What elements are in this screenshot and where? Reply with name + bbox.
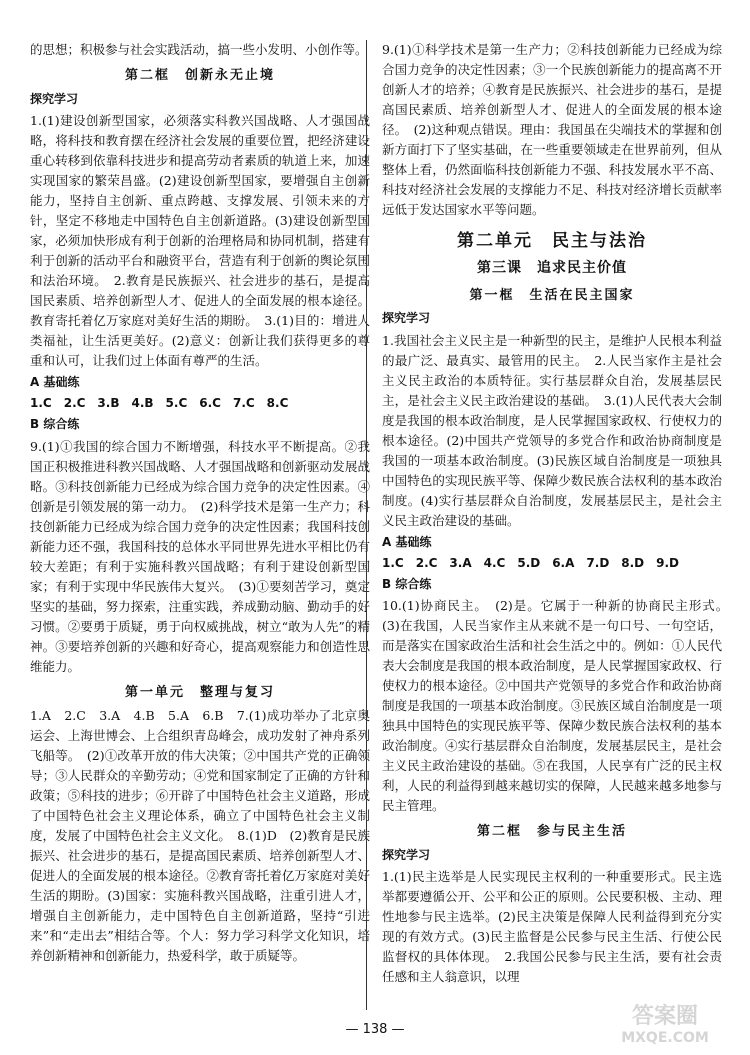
left-intro: 的思想；积极参与社会实践活动，搞一些小发明、小创作等。: [30, 42, 368, 57]
right-column: [382, 40, 735, 987]
b-practice-heading-right: B 综合练: [382, 576, 432, 591]
tanjiu-text: 1.(1)建设创新型国家，必须落实科教兴国战略、人才强国战略，将科技和教育摆在经济社会发展的重要位置，把经济建设重心转移到依靠科技进步和提高劳动者素质的轨道上来，加速实现国家的繁荣昌盛。(2)建设创新型国家，要增强自主创新能力，坚持自主创新、重点跨越、支撑发展、引领未来的方针，坚定不移地走中国特色自主创新道路。(3)建设创新型国家，必须加快形成有利于创新的治理格局和协同机制，搭建有利于创新的活动平台和融资平台，营造有利于创新的舆论氛围和法治环境。 2.教育是民族振兴、社会进步的基石，是提高国民素质、培养创新型人才、促进人的全面发展的根本途径。教育寄托着亿万家庭对美好生活的期盼。 3.(1)目的：增进人类福祉，让生活更美好。(2)意义：创新让我们获得更多的尊重和认可，让我们过上体面有尊严的生活。: [30, 112, 370, 368]
a-practice-heading: A 基础练: [30, 374, 80, 389]
tanjiu2-text: 1.(1)民主选举是人民实现民主权利的一种重要形式。民主选举都要遵循公开、公平和公正的原则。公民要积极、主动、理性地参与民主选举。(2)民主决策是保障人民利益得到充分实现的有效方式。(3)民主监督是公民参与民主生活、行使公民监督权的具体体现。 2.我国公民参与民主生活，要有社会责任感和主人翁意识，以理: [382, 869, 722, 985]
tanjiu-heading: 探究学习: [30, 91, 79, 106]
b-practice-text-right: 10.(1)协商民主。 (2)是。它属于一种新的协商民主形式。 (3)在我国，人民当家作主从来就不是一句口号、一句空话，而是落实在国家政治生活和社会生活之中的。例如：①人民代表大会制度是我国的根本政治制度，是人民掌握国家政权、行使权力的根本途径。②中国共产党领导的多党合作和政治协商制度是我国的一项基本政治制度。③民族区域自治制度是一项独具中国特色的实现民族平等、保障少数民族合法权利的基本政治制度。④实行基层群众自治制度，发展基层民主，是社会主义民主政治建设的基础。⑤在我国，人民享有广泛的民主权利，人民的利益得到越来越切实的保障，人民越来越多地参与民主管理。: [382, 598, 735, 814]
section2-title: 第二框 参与民主生活: [476, 824, 627, 840]
a-practice-answers: 1.C 2.C 3.B 4.B 5.C 6.C 7.C 8.C: [30, 396, 289, 411]
unit-title: 第二单元 民主与法治: [457, 231, 647, 251]
a-practice-answers-right: 1.C 2.C 3.A 4.C 5.D 6.A 7.D 8.D 9.D: [382, 555, 680, 570]
a-practice-heading-right: A 基础练: [382, 534, 432, 549]
column-divider: [366, 40, 367, 1010]
watermark-line2: MXQE.COM: [621, 1030, 709, 1046]
tanjiu-text-right: 1.我国社会主义民主是一种新型的民主，是维护人民根本利益的最广泛、最真实、最管用的民主。 2.人民当家作主是社会主义民主政治的本质特征。实行基层群众自治，发展基层民主，是社会主义民主政治建设的基础。 3.(1)人民代表大会制度是我国的根本政治制度，是人民掌握国家政权、行使权力的根本途径。(2)中国共产党领导的多党合作和政治协商制度是我国的一项基本政治制度。(3)民族区域自治制度是一项独具中国特色的实现民族平等、保障少数民族合法权利的基本政治制度。(4)实行基层群众自治制度，发展基层民主，是社会主义民主政治建设的基础。: [382, 332, 722, 528]
tanjiu2-heading: 探究学习: [382, 847, 431, 862]
watermark-line1: 答案圈: [631, 1004, 699, 1029]
lesson-title: 第三课 追求民主价值: [477, 260, 627, 277]
right-intro: 9.(1)①科学技术是第一生产力；②科技创新能力已经成为综合国力竞争的决定性因素；③一个民族创新能力的提高离不开创新人才的培养；④教育是民族振兴、社会进步的基石，是提高国民素质、培养创新型人才、促进人的全面发展的根本途径。 (2)这种观点错误。理由：我国虽在尖端技术的掌握和创新方面打下了坚实基础，在一些重要领域走在世界前列，但从整体上看，仍然面临科技创新能力不强、科技发展水平不高、科技对经济社会发展的支撑能力不足、科技对经济增长贡献率远低于发达国家水平等问题。: [382, 42, 722, 217]
page-number: — 138 —: [345, 1022, 405, 1037]
section1-title: 第一框 生活在民主国家: [469, 287, 635, 303]
b-practice-text: 9.(1)①我国的综合国力不断增强，科技水平不断提高。②我国正积极推进科教兴国战略、人才强国战略和创新驱动发展战略。③科技创新能力已经成为综合国力竞争的决定性因素。④创新是引领发展的第一动力。 (2)科学技术是第一生产力；科技创新能力已经成为综合国力竞争的决定性因素；我国科技创新能力还不强，我国科技的总体水平同世界先进水平相比仍有较大差距；有利于实施科教兴国战略；有利于建设创新型国家；有利于实现中华民族伟大复兴。 (3)①要刻苦学习，奠定坚实的基础，努力探索，注重实践，养成勤动脑、勤动手的好习惯。②要勇于质疑，勇于向权威挑战，树立“敢为人先”的精神。③要培养创新的兴趣和好奇心，提高观察能力和创造性思维能力。: [30, 438, 370, 674]
unit-review-title: 第一单元 整理与复习: [124, 684, 275, 700]
unit-review-text: 1.A 2.C 3.A 4.B 5.A 6.B 7.(1)成功举办了北京奥运会、上海世博会、上合组织青岛峰会，成功发射了神舟系列飞船等。 (2)①改革开放的伟大决策；②中国共产党的正确领导；③人民群众的辛勤劳动；④党和国家制定了正确的方针和政策；⑤科技的进步；⑥开辟了中国特色社会主义道路，形成了中国特色社会主义理论体系，确立了中国特色社会主义制度，发展了中国特色社会主义文化。 8.(1)D (2)教育是民族振兴、社会进步的基石，是提高国民素质、培养创新型人才、促进人的全面发展的根本途径。②教育寄托着亿万家庭对美好生活的期盼。(3)国家：实施科教兴国战略，注重引进人才，增强自主创新能力，走中国特色自主创新道路，坚持“引进来”和“走出去”相结合等。个人：努力学习科学文化知识，培养创新精神和创新能力，热爱科学，敢于质疑等。: [30, 708, 370, 964]
left-column: [30, 40, 370, 966]
section-title-chuangxin: 第二框 创新永无止境: [124, 68, 275, 83]
tanjiu-heading-right: 探究学习: [382, 311, 431, 326]
b-practice-heading: B 综合练: [30, 417, 80, 432]
watermark-logo: [590, 997, 740, 1047]
